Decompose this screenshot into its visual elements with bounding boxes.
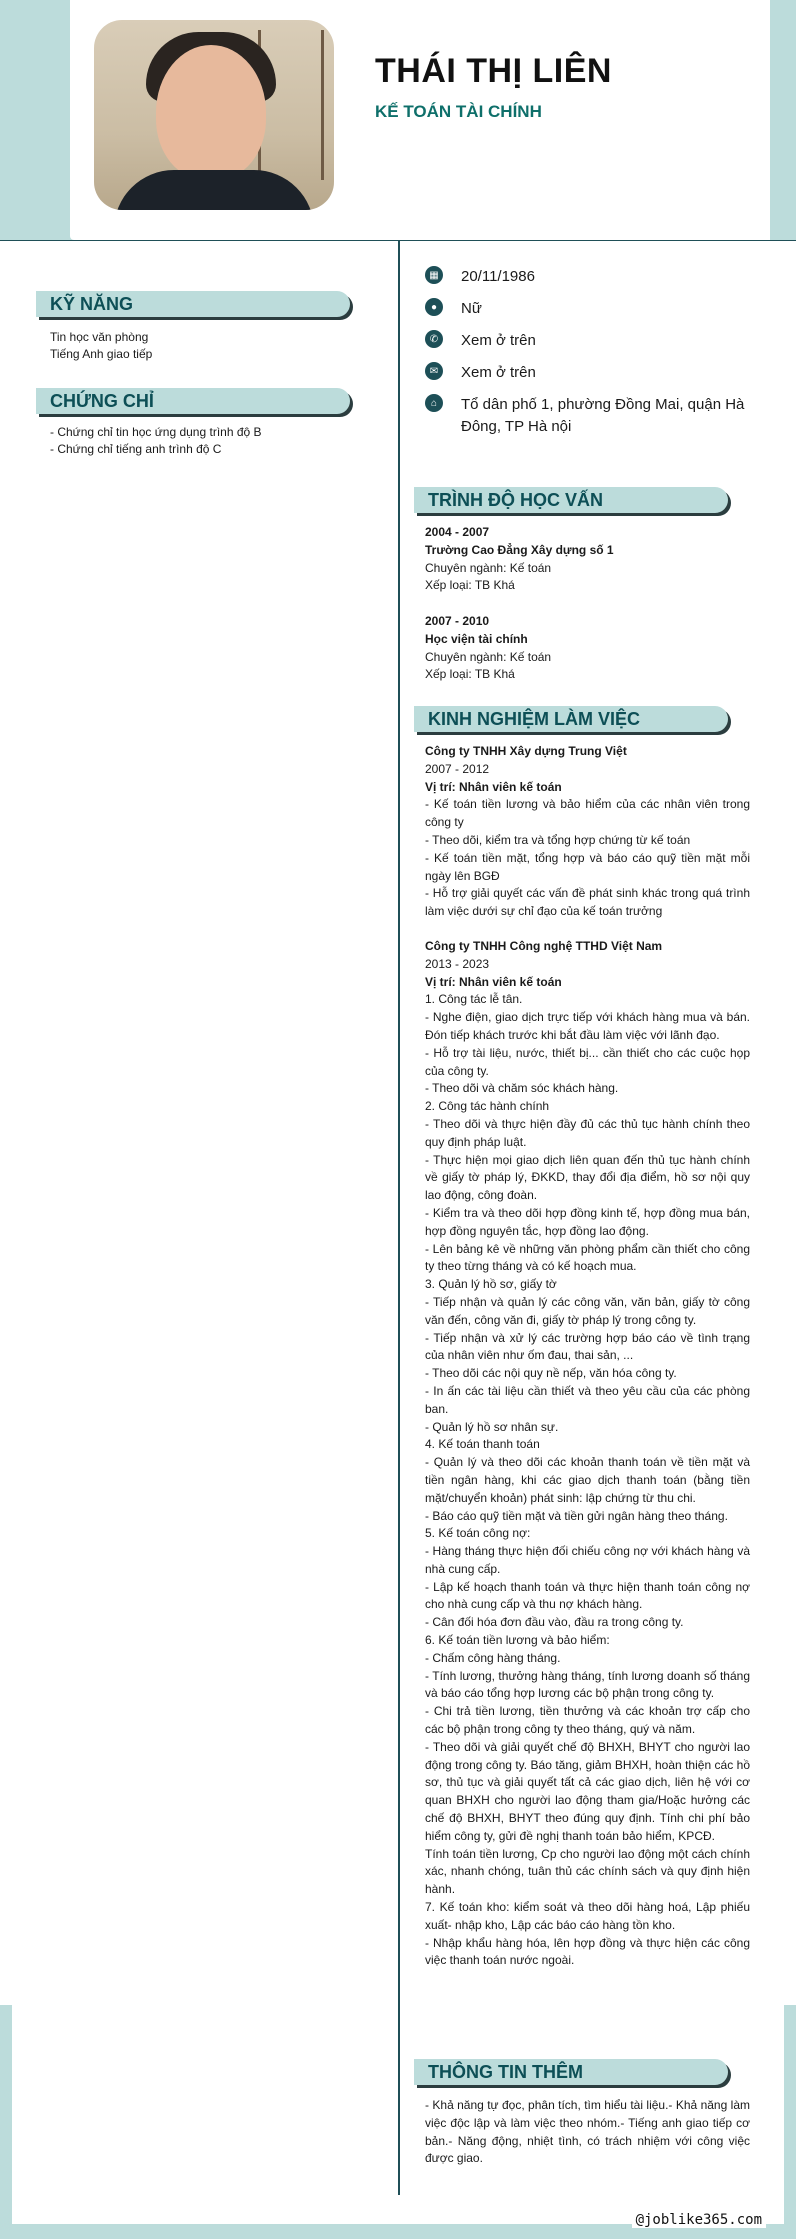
education-school: Trường Cao Đẳng Xây dựng số 1 — [425, 542, 614, 557]
footer-band-left — [0, 2005, 12, 2239]
email-row — [425, 362, 761, 384]
candidate-name: THÁI THỊ LIÊN — [375, 52, 612, 90]
job-duty-line: - Kế toán tiền lương và bảo hiểm của các nhân viên trong công ty — [425, 797, 750, 830]
job-company: Công ty TNHH Công nghệ TTHD Việt Nam — [425, 939, 663, 953]
mail-icon: ✉ — [425, 362, 443, 380]
job-duty-line: - Báo cáo quỹ tiền mặt và tiền gửi ngân hàng theo tháng. — [425, 1508, 728, 1523]
job-duty-line: - Quản lý và theo dõi các khoản thanh toán về tiền mặt và tiền ngân hàng, khi các giao dịch thanh toán (bằng tiền mặt/chuyển khoản) phát sinh: lập chứng từ thu chi. — [425, 1455, 750, 1505]
job-duty-line: - Chi trả tiền lương, tiền thưởng và các khoản trợ cấp cho các bộ phận trong công ty theo tháng, quý và năm. — [425, 1704, 750, 1737]
education-heading: TRÌNH ĐỘ HỌC VẤN — [414, 487, 728, 513]
job-duty-line: - Cân đối hóa đơn đầu vào, đầu ra trong công ty. — [425, 1615, 684, 1630]
job-duty-line: - Nhập khẩu hàng hóa, lên hợp đồng và thực hiện các công việc thanh toán nước ngoài. — [425, 1935, 750, 1968]
job-duty-line: - Lên bảng kê về những văn phòng phẩm cần thiết cho công ty theo từng tháng và có kế hoạch mua. — [425, 1241, 750, 1274]
vertical-divider — [398, 240, 400, 2195]
person-icon: ● — [425, 298, 443, 316]
email-value: Xem ở trên — [461, 364, 536, 381]
address-row — [425, 394, 761, 438]
education-grade: Xếp loại: TB Khá — [425, 667, 515, 682]
job-duty-line: 4. Kế toán thanh toán — [425, 1437, 540, 1452]
education-years: 2004 - 2007 — [425, 525, 490, 539]
skill-item: Tiếng Anh giao tiếp — [50, 347, 153, 361]
footer-band-right — [784, 2005, 796, 2239]
education-grade: Xếp loại: TB Khá — [425, 578, 515, 593]
gender-row — [425, 298, 761, 320]
job-duty-line: - Theo dõi và thực hiện đầy đủ các thủ tục hành chính theo quy định pháp luật. — [425, 1116, 750, 1149]
job-duty-line: - Lập kế hoạch thanh toán và thực hiện thanh toán công nợ cho nhà cung cấp và thu nợ khách hàng. — [425, 1579, 750, 1612]
additional-text: - Khả năng tự đọc, phân tích, tìm hiểu tài liệu.- Khả năng làm việc độc lập và làm việc theo nhóm.- Tiếng anh giao tiếp cơ bản.- Năng động, nhiệt tình, có trách nhiệm với công việc được giao. — [425, 2098, 750, 2166]
job-duties — [425, 796, 750, 921]
job-duty-line: - Thực hiện mọi giao dịch liên quan đến thủ tục hành chính về giấy tờ pháp lý, ĐKKD, thay đổi địa điểm, hồ sơ nội quy lao động, công đoàn. — [425, 1152, 750, 1203]
job-duty-line: - Quản lý hồ sơ nhân sự. — [425, 1419, 559, 1434]
job-years: 2007 - 2012 — [425, 761, 490, 776]
additional-heading: THÔNG TIN THÊM — [414, 2059, 728, 2085]
education-school: Học viện tài chính — [425, 631, 528, 646]
certificate-item: - Chứng chỉ tin học ứng dụng trình độ B — [50, 425, 262, 439]
job-duty-line: - Tính lương, thưởng hàng tháng, tính lương doanh số tháng và báo cáo tổng hợp lương các bộ phận trong công ty. — [425, 1668, 750, 1701]
experience-job-1 — [425, 743, 750, 921]
job-duty-line: - Tiếp nhận và quản lý các công văn, văn bản, giấy tờ công văn đến, công văn đi, giấy tờ pháp lý trong công ty. — [425, 1294, 750, 1327]
job-company: Công ty TNHH Xây dựng Trung Việt — [425, 744, 627, 758]
job-duty-line: 7. Kế toán kho: kiểm soát và theo dõi hàng hoá, Lập phiếu xuất- nhập kho, Lập các báo cáo hàng tồn kho. — [425, 1900, 750, 1932]
job-position: Vị trí: Nhân viên kế toán — [425, 974, 562, 989]
job-duty-line: 5. Kế toán công nợ: — [425, 1526, 531, 1541]
job-duty-line: - Tiếp nhận và xử lý các trường hợp báo cáo về tình trạng của nhân viên như ốm đau, thai sản, ... — [425, 1330, 750, 1363]
job-duty-line: Tính toán tiền lương, Cp cho người lao động một cách chính xác, nhanh chóng, tuân thủ các chính sách và quy định hiện hành. — [425, 1846, 750, 1897]
address-value: Tổ dân phố 1, phường Đồng Mai, quận Hà Đông, TP Hà nội — [461, 396, 745, 435]
job-duty-line: - Theo dõi và chăm sóc khách hàng. — [425, 1081, 619, 1096]
job-duty-line: - Hàng tháng thực hiện đối chiếu công nợ với khách hàng và nhà cung cấp. — [425, 1544, 750, 1576]
skill-item: Tin học văn phòng — [50, 330, 149, 344]
footer-watermark: @joblike365.com — [632, 2212, 766, 2228]
job-years: 2013 - 2023 — [425, 956, 490, 971]
education-major: Chuyên ngành: Kế toán — [425, 560, 552, 575]
phone-value: Xem ở trên — [461, 332, 536, 349]
job-duty-line: 2. Công tác hành chính — [425, 1099, 550, 1114]
header-notch — [0, 170, 70, 240]
gender-value: Nữ — [461, 300, 482, 317]
job-title: KẾ TOÁN TÀI CHÍNH — [375, 102, 542, 121]
job-duty-line: - In ấn các tài liệu cần thiết và theo yêu cầu của các phòng ban. — [425, 1383, 750, 1416]
job-duty-line: - Theo dõi và giải quyết chế độ BHXH, BHYT cho người lao động trong công ty. Báo tăng, giảm BHXH, hoàn thiện các hồ sơ, thủ tục và giải quyết tất cả các giao dịch, liên hệ với cơ quan BHXH cho người lao động tham gia/Hoặc hưởng các chế độ BHXH, BHYT theo đúng quy định. Tính chi phí bảo hiểm công ty, gửi đề nghị thanh toán bảo hiểm, KPCĐ. — [425, 1739, 750, 1843]
certificates-list — [50, 424, 262, 458]
certificate-item: - Chứng chỉ tiếng anh trình độ C — [50, 442, 222, 456]
profile-photo — [94, 20, 334, 210]
education-years: 2007 - 2010 — [425, 614, 490, 628]
education-major: Chuyên ngành: Kế toán — [425, 649, 552, 664]
certificates-heading: CHỨNG CHỈ — [36, 388, 350, 414]
experience-heading: KINH NGHIỆM LÀM VIỆC — [414, 706, 728, 732]
job-position: Vị trí: Nhân viên kế toán — [425, 779, 562, 794]
skills-heading: KỸ NĂNG — [36, 291, 350, 317]
photo-face — [156, 45, 266, 180]
education-entry — [425, 613, 750, 684]
job-duty-line: 6. Kế toán tiền lương và bảo hiểm: — [425, 1633, 610, 1648]
background-window — [258, 30, 324, 180]
job-duty-line: - Nghe điện, giao dịch trực tiếp với khách hàng mua và bán. Đón tiếp khách trước khi bắt đầu làm việc với lãnh đạo. — [425, 1010, 750, 1042]
job-duty-line: 3. Quản lý hồ sơ, giấy tờ — [425, 1277, 557, 1292]
education-entry — [425, 524, 750, 595]
job-duty-line: - Hỗ trợ giải quyết các vấn đề phát sinh khác trong quá trình làm việc dưới sự chỉ đạo của kế toán trưởng — [425, 886, 750, 919]
birthdate-row — [425, 266, 761, 288]
skills-list — [50, 329, 152, 363]
birthdate-value: 20/11/1986 — [461, 268, 535, 285]
job-duty-line: - Hỗ trợ tài liệu, nước, thiết bị... cần thiết cho các cuộc họp của công ty. — [425, 1045, 750, 1078]
calendar-icon: ▦ — [425, 266, 443, 284]
job-duty-line: - Kế toán tiền mặt, tổng hợp và báo cáo quỹ tiền mặt mỗi ngày lên BGĐ — [425, 850, 750, 883]
job-duty-line: - Theo dõi, kiểm tra và tổng hợp chứng từ kế toán — [425, 832, 691, 847]
phone-row — [425, 330, 761, 352]
job-duties — [425, 991, 750, 1970]
experience-job-2 — [425, 938, 750, 1970]
job-duty-line: 1. Công tác lễ tân. — [425, 992, 523, 1007]
phone-icon: ✆ — [425, 330, 443, 348]
job-duty-line: - Kiểm tra và theo dõi hợp đồng kinh tế, hợp đồng mua bán, hợp đồng nguyên tắc, hợp đồng lao động. — [425, 1205, 750, 1238]
home-icon: ⌂ — [425, 394, 443, 412]
job-duty-line: - Theo dõi các nội quy nề nếp, văn hóa công ty. — [425, 1366, 677, 1381]
job-duty-line: - Chấm công hàng tháng. — [425, 1650, 561, 1665]
